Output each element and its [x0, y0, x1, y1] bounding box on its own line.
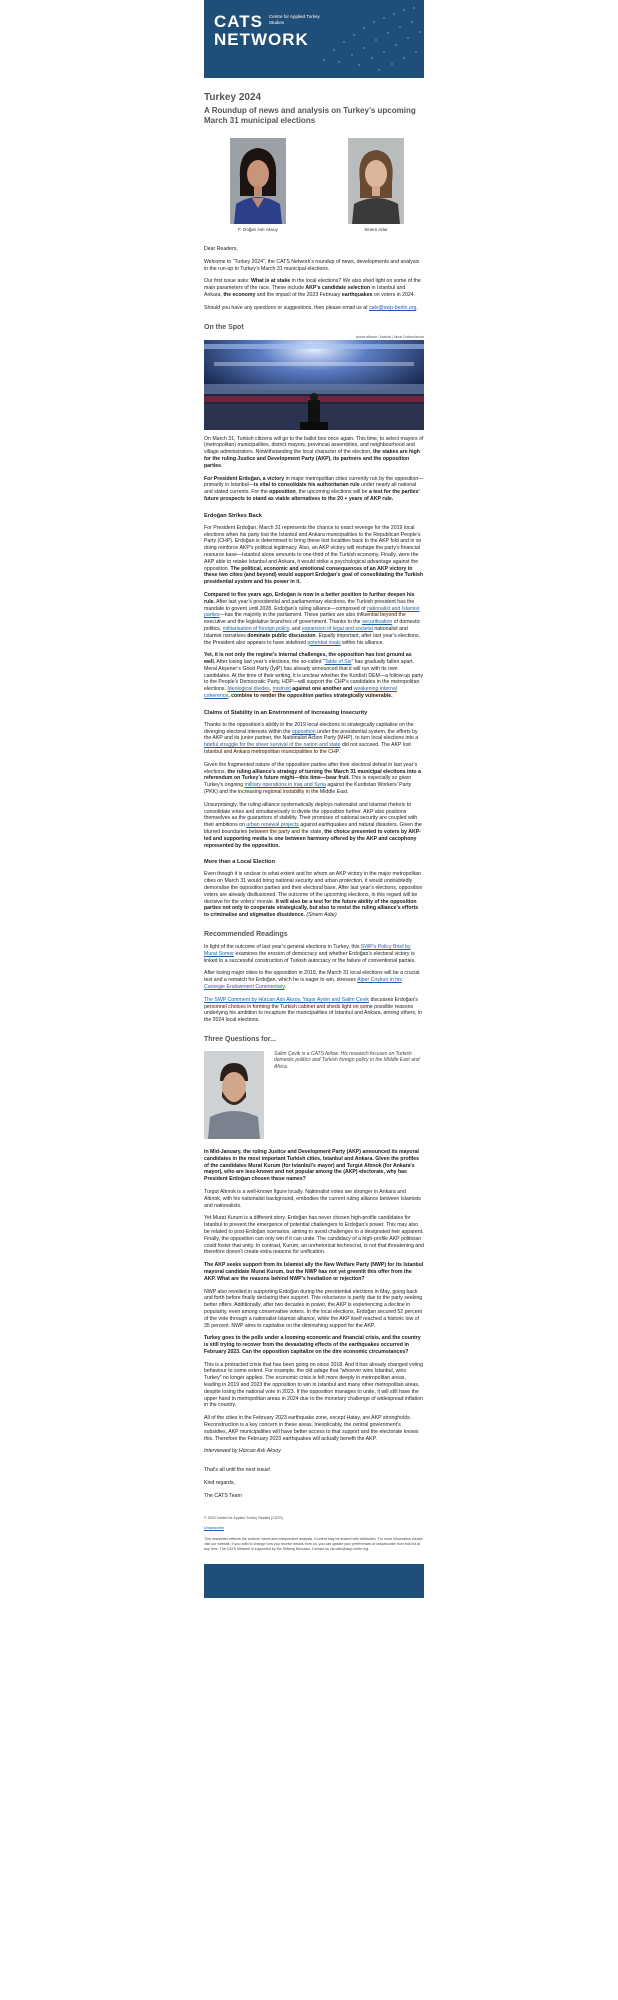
- contact-email-link[interactable]: cats@swp-berlin.org: [368, 304, 417, 311]
- closing-signature: The CATS Team: [204, 1492, 242, 1499]
- reading-paragraph: After losing major cities to the opposition in 2019, the March 31 local elections will be a crucial test and a rematch for Erdoğan, which he is eager to win, stresses Alper Coşkun in his Carnegie Endowment Commentary.: [204, 970, 420, 990]
- article-paragraph: Yet, it is not only the regime’s internal challenges, the opposition has lost ground as well. After losing last year’s elections, the so-called “Table of Six” has gradually fallen apart. Meral Akşener’s Good Party (İyiP) has already announced that it will run with its own candidates. At the time of their writing, it is unclear whether the Kurdish DEM—a follow-up party to the People’s Democratic Party, HDP—will support the CHP’s candidates in the metropolitan elections. Ideological divides, mistrust against one another and weakening internal coherence, combine to render the opposition parties strategically vulnerable.: [204, 652, 424, 700]
- answer: Turgut Altınok is a well-known figure locally. Nationalist votes are stronger in Ankara and Altınok, with his nationalist background, embodies the current ruling alliance between Islamists and nationalists.: [204, 1188, 421, 1209]
- question: Turkey goes to the polls under a looming economic and financial crisis, and the country is still trying to recover from the devastating effects of the earthquakes occurred in February 2023. Can the opposition capitalize on the dire economic circumstances?: [204, 1335, 421, 1355]
- answer: Yet Murat Kurum is a different story. Erdoğan has never chosen high-profile candidates for Istanbul to prevent the emergence of potential challengers to Erdoğan's power. This may also be related to post-Erdoğan scenarios, aiming to avoid challenges to a designated heir apparent. Finally, the opposition can only win if it can unite. The candidacy of a high-profile AKP politician could foster that unity. In contrast, Kurum, an unrhetorical technocrat, is not that threatening and therefore doesn't create extra reasons for unification.: [204, 1215, 424, 1256]
- inline-link[interactable]: nationalist and Islamist parties: [204, 605, 420, 619]
- inline-link[interactable]: fateful struggle for the sheer survival of the nation and state: [204, 742, 341, 749]
- interviewee-block: [204, 1051, 424, 1139]
- subheading-erdogan-strikes-back: Erdoğan Strikes Back: [204, 512, 262, 519]
- article-paragraph: Compared to five years ago, Erdoğan is now in a better position to further deepen his rule. After last year’s presidential and parliamentary elections, the Turkish president has the mandate to govern until 2028. Erdoğan’s ruling alliance—composed of nationalist and Islamist parties—has the majority in the parliament. These parties are also influential beyond the executive and the legislative branches of government. Thanks to the securitisation of domestic politics, militarisation of foreign policy, and expansion of legal and societal nationalist and Islamist narratives dominate public discussion. Equally important, after last year’s elections, the President also appears to have sidelined potential rivals within his alliance.: [204, 591, 421, 646]
- reading-link[interactable]: SWP's Policy Brief by Murat Somer: [204, 944, 411, 957]
- inline-link[interactable]: potential rivals: [307, 639, 341, 646]
- inline-link[interactable]: mistrust: [272, 686, 291, 693]
- inline-link[interactable]: opposition: [291, 728, 316, 735]
- cats-network-logo[interactable]: [214, 12, 329, 50]
- page-subtitle: A Roundup of news and analysis on Turkey’s upcoming March 31 municipal elections: [204, 106, 416, 125]
- question: The AKP seeks support from its Islamist ally the New Welfare Party (NWP) for its Istanbul mayoral candidate Murat Kurum, but the NWP has not yet greenlit this offer from the AKP. What are the reasons behind NWP's hesitation or rejection?: [204, 1262, 424, 1282]
- subheading-more-than-local: More than a Local Election: [204, 859, 275, 866]
- logo-cats-text: CATS: [214, 12, 264, 31]
- article-paragraph: Given the fragmented nature of the opposition parties after their electoral defeat in last year’s elections, the ruling alliance's strategy of turning the March 31 municipal elections into a referendum on Turkey’s future might—this time—bear fruit. This is especially so given Turkey's ongoing military operations in Iraq and Syria against the Kurdistan Workers' Party (PKK) and the increasing regional instability in the Middle East.: [204, 761, 421, 796]
- logo-network-text: NETWORK: [214, 30, 309, 49]
- newsletter-header: [204, 0, 424, 78]
- inline-link[interactable]: Ideological divides: [227, 686, 270, 693]
- author-portrait: [348, 138, 404, 224]
- copyright: © 2024 Centre for Applied Turkey Studies (CATS): [204, 1515, 283, 1520]
- section-heading-readings: Recommended Readings: [204, 931, 288, 938]
- interviewer-credit: Interviewed by Hürcan Aslı Aksoy: [204, 1448, 281, 1455]
- closing-line: Kind regards,: [204, 1480, 235, 1487]
- intro-paragraph: Our first issue asks: What is at stake in the local elections? We also shed light on some of the main parameters of the race. These include AKP’s candidate selection in Istanbul and Ankara, the economy and the impact of the 2023 February earthquakes on voters in 2024.: [204, 278, 421, 298]
- reading-link[interactable]: The SWP Comment by Hürcan Aslı Aksoy, Yaşar Aydın and Salim Çevik: [204, 996, 370, 1003]
- section-heading-on-the-spot: On the Spot: [204, 323, 244, 331]
- intro-paragraph: Should you have any questions or suggestions, then please email us at cats@swp-berlin.org.: [204, 304, 418, 311]
- author-name: Sinem Adar: [364, 227, 388, 232]
- inline-link[interactable]: Table of Six: [324, 659, 352, 666]
- footer-bar: [204, 1564, 424, 1598]
- logo-subtitle: Centre for Applied Turkey Studies: [269, 14, 320, 25]
- reading-paragraph: In light of the outcome of last year’s general elections in Turkey, this SWP's Policy Brief by Murat Somer examines the erosion of democracy and whether Erdoğan’s electoral victory is linked to a successful construction of Turkish autocracy or the failure of conventional parties.: [204, 944, 416, 964]
- inline-link[interactable]: expansion of legal and societal: [301, 625, 373, 632]
- inline-link[interactable]: weakening internal coherence: [204, 686, 397, 700]
- article-paragraph: Thanks to the opposition's ability in the 2019 local elections to strategically capitalise on the diverging electoral interests within the opposition under the presidential system, the efforts by the AKP and its junior partner, the Nationalist Action Party (MHP), to turn local elections into a fateful struggle for the sheer survival of the nation and state did not succeed. The AKP lost Istanbul and Ankara metropolitan municipalities to the CHP.: [204, 721, 419, 756]
- subheading-claims-of-stability: Claims of Stability in an Environment of Increasing Insecurity: [204, 709, 368, 716]
- author-name: F. Doğan Aslı Aksoy: [238, 227, 278, 232]
- page-title: Turkey 2024: [204, 92, 262, 103]
- reading-paragraph: The SWP Comment by Hürcan Aslı Aksoy, Yaşar Aydın and Salim Çevik discusses Erdoğan's personnel choices in forming the Turkish cabinet and sheds light on some possible reasons underlying his ambition to recapture the municipalities of Istanbul and Ankara, among others, in the 2024 local elections.: [204, 996, 423, 1024]
- inline-link[interactable]: urban renewal projects: [246, 822, 299, 829]
- answer: All of the cities in the February 2023 earthquake zone, except Hatay, are AKP strongholds. Reconstruction is a key concern in these areas. Inexplicably, the central government's subsidies, AKP municipalities will have better access to that support and the electorate knows this. Therefore the February 2023 earthquakes will actually benefit the AKP.: [204, 1415, 419, 1442]
- section-heading-three-questions: Three Questions for...: [204, 1035, 276, 1043]
- closing-line: That's all until the next issue!: [204, 1467, 271, 1474]
- author-card: [230, 138, 286, 232]
- answer: This is a protracted crisis that has been going on since 2018. And it has already changed voting behaviour to some extent. For example, the old adage that "whoever wins Istanbul, wins Turkey" no longer applies. The economic crisis is felt more deeply in metropolitan areas, leading in 2019 and 2023 the opposition to win in Istanbul and many other metropolitan areas, despite losing the national vote in 2023. If the opposition manages to unite, it will still have the upper hand in metropolitan areas in 2024 due to the monetary challenge of widespread inflation in the country.: [204, 1361, 423, 1409]
- unsubscribe-link[interactable]: Unsubscribe: [204, 1526, 224, 1531]
- photo-credit: picture alliance / Anadolu | Murat Cetinmuhurdar: [355, 334, 424, 339]
- inline-link[interactable]: military operations in Iraq and Syria: [244, 782, 326, 789]
- inline-link[interactable]: securitisation: [361, 619, 393, 626]
- article-paragraph: For President Erdoğan, March 31 represents the chance to exact revenge for the 2019 local elections when his party lost the Istanbul and Ankara municipalities to the Republican People’s Party (CHP). Erdoğan is determined to bring these lost localities back to the AKP fold and in so doing reinforce AKP's political legitimacy. Also, an AKP victory will reshape the party's financial resource base—Istanbul alone amounts to one-third of the Turkish economy. Finally, were the AKP able to retake Istanbul and Ankara, it would strike a psychological advantage against the opposition. The political, economic and emotional consequences of an AKP victory in these two cities (and beyond) would support Erdoğan's goal of consolidating the Turkish presidential system and his power in it.: [204, 524, 424, 586]
- authors-row: [204, 138, 424, 232]
- author-card: [348, 138, 404, 232]
- article-paragraph: Even though it is unclear to what extent and for whom an AKP victory in the major metropolitan cities on March 31 would bring national security and urban protection, it would undoubtedly demoralise the opposition parties and their electoral base. After last year’s elections, opposition voters are already disillusioned. The outcome of the upcoming elections, in this regard will be decisive for the voters' morale. It will also be a test for the future ability of the opposition parties not only to cooperate strategically, but also to resist the ruling alliance’s efforts to criminalise and stigmatise dissidence. (Sinem Adar): [204, 871, 423, 919]
- question: In Mid-January, the ruling Justice and Development Party (AKP) announced its mayoral candidates in the most important Turkish cities, Istanbul and Ankara. Given the profiles of the candidates Murat Kurum (for Istanbul's mayor) and Turgut Altınok (for Ankara's mayor), who are less-known and not popular among the (AKP) electorate, why has President Erdoğan chosen these names?: [204, 1148, 420, 1183]
- rally-photo: [204, 340, 424, 430]
- article-paragraph: For President Erdoğan, a victory in major metropolitan cities currently run by the opposition—primarily in Istanbul—is vital to consolidate his authoritarian rule under nearly all national and stated currents. For the opposition, the upcoming elections will be a test for the parties' future prospects to stand as viable alternatives to the 20 + years of AKP rule.: [204, 475, 424, 502]
- author-portrait: [230, 138, 286, 224]
- article-paragraph: On March 31, Turkish citizens will go to the ballot box once again. This time, to select mayors of (metropolitan) municipalities, district mayors, provincial assemblies, and neighbourhood and village administrators. Notwithstanding the local character of the election, the stakes are high for the ruling Justice and Development Party (AKP), its partners and the opposition parties.: [204, 435, 424, 469]
- inline-link[interactable]: militarisation of foreign policy: [222, 625, 289, 632]
- interviewee-portrait: [204, 1051, 264, 1139]
- interviewee-bio: Salim Çevik is a CATS fellow. His research focuses on Turkish domestic politics and Turkish foreign policy in the Middle East and Africa.: [274, 1050, 420, 1070]
- answer: NWP also revelled in supporting Erdoğan during the presidential elections in May, going back and forth before finally declaring their support. This reluctance is partly due to the party seeking better offers. Additionally, after two decades in power, the AKP is experiencing a decline in popularity, even among conservative voters. In the local elections, Erdoğan secured 52 percent of the vote through a nationalist-Islamist alliance, while the AKP itself reached a historic low of 35 percent. NWP aims to capitalise on the diminishing support for the AKP.: [204, 1288, 423, 1329]
- article-paragraph: Unsurprisingly, the ruling alliance systematically deploys nationalist and Islamist rhetoric to consolidate votes and simultaneously to divide the opposition further. AKP also positions themselves as the guarantors of stability. Their promises of national security are coupled with their ambitions on urban renewal projects against earthquakes and natural disasters. Given the blurred boundaries between the party and the state, the choice presented to voters by AKP-led and supporting media is one between harmony offered by the AKP and cacophony represented by the opposition.: [204, 801, 422, 849]
- footer-disclaimer: This newsletter reflects the authors' views and independent analysis. Content may be shared with attribution. For more information please visit our website. If you wish to change how you receive emails from us, you can update your preferences or unsubscribe from this list at any time. The CATS Network is supported by the Stiftung Mercator. Contact us via cats@swp-berlin.org.: [204, 1537, 423, 1551]
- greeting: Dear Readers,: [204, 246, 238, 252]
- newsletter: [204, 0, 424, 1598]
- reading-link[interactable]: Alper Coşkun in his Carnegie Endowment Commentary: [204, 977, 402, 990]
- intro-paragraph: Welcome to “Turkey 2024”, the CATS Network’s roundup of news, developments and analysis in the run-up to Turkey’s March 31 municipal elections.: [204, 258, 420, 272]
